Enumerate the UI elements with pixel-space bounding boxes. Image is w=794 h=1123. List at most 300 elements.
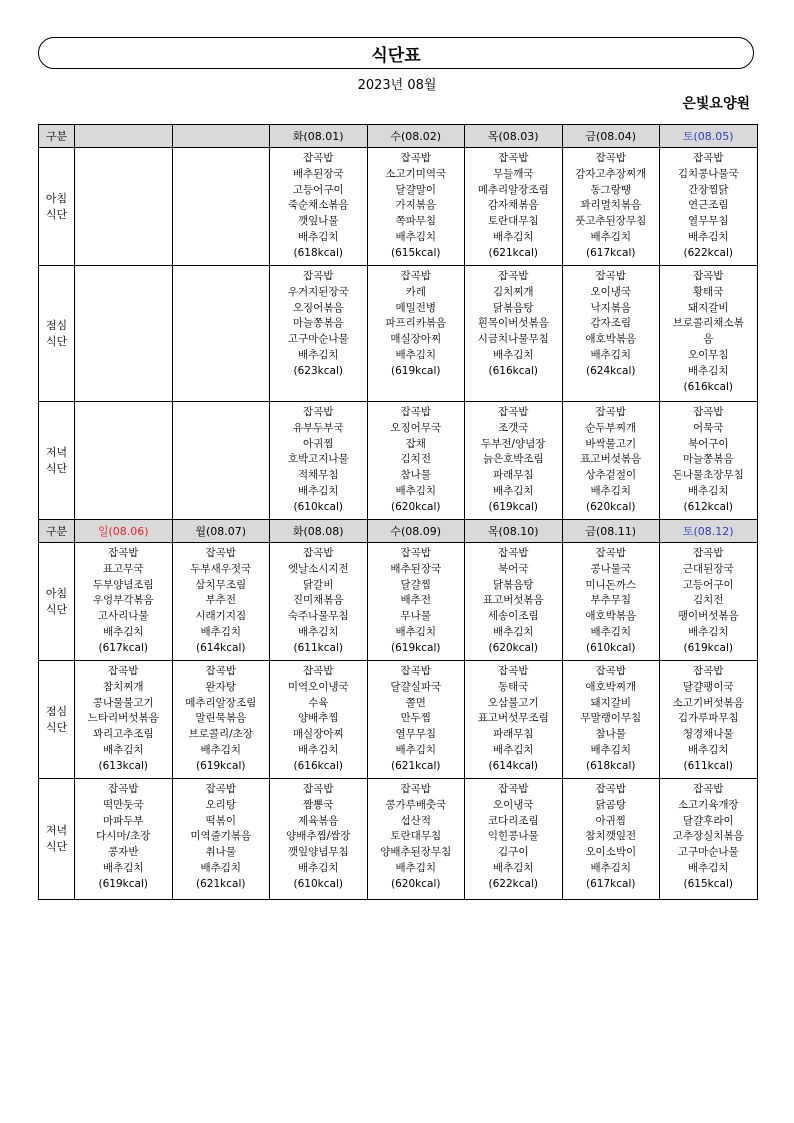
menu-item: 카레 — [405, 285, 426, 298]
menu-item: 파래무침 — [492, 728, 534, 741]
menu-cell — [660, 779, 758, 900]
menu-item: 무말랭이무침 — [580, 712, 642, 725]
menu-item: 잡곡밥 — [595, 152, 626, 164]
menu-item: (619kcal) — [391, 641, 441, 654]
menu-item: 소고기버섯볶음 — [672, 696, 744, 709]
menu-item: 오징어볶음 — [292, 301, 344, 314]
menu-item: (610kcal) — [586, 641, 636, 654]
menu-item: 매실장아찌 — [292, 728, 344, 741]
day-header — [367, 520, 465, 543]
menu-item: 배추김치 — [395, 230, 437, 243]
menu-cell — [660, 402, 758, 520]
menu-item: 애호박찌개 — [585, 680, 637, 693]
menu-item: 배추김치 — [687, 625, 729, 638]
menu-item: 간장찜닭 — [687, 183, 729, 196]
menu-item: 쫄면 — [405, 696, 426, 709]
day-date: 수(08.02) — [390, 130, 442, 143]
menu-item: 김가루파무침 — [677, 712, 739, 725]
menu-item: 감자조림 — [590, 317, 632, 330]
menu-item: 오삼불고기 — [487, 696, 539, 709]
meal-plan-table — [38, 124, 758, 900]
meal-label-dinner — [39, 779, 75, 900]
menu-item: 파래무침 — [492, 469, 534, 482]
menu-item: 닭볶음탕 — [492, 578, 534, 591]
menu-item: 오징어무국 — [390, 421, 442, 434]
menu-item: 다시마/초장 — [96, 830, 151, 843]
menu-item: 흰목이버섯볶음 — [477, 317, 549, 330]
menu-item: 김치전 — [693, 594, 724, 607]
menu-item: 풋고추된장무침 — [575, 215, 647, 228]
menu-item: (619kcal) — [391, 364, 441, 377]
menu-cell — [660, 543, 758, 661]
menu-item: 말린묵볶음 — [195, 712, 247, 725]
day-header — [562, 520, 660, 543]
meal-label-line: 식단 — [45, 461, 68, 475]
menu-item: 표고무국 — [102, 562, 144, 575]
menu-item: (615kcal) — [683, 877, 733, 890]
menu-cell — [75, 148, 173, 266]
menu-item: 잡곡밥 — [303, 783, 334, 795]
day-header — [660, 520, 758, 543]
menu-item: 잡곡밥 — [498, 152, 529, 164]
menu-item: 유부두부국 — [292, 421, 344, 434]
menu-item: 느타리버섯볶음 — [87, 712, 159, 725]
day-header — [172, 125, 270, 148]
menu-item: 고사리나물 — [97, 610, 149, 623]
menu-item: 잡곡밥 — [693, 547, 724, 559]
menu-cell — [270, 779, 368, 900]
menu-item: 배추김치 — [200, 625, 242, 638]
menu-item: 잡곡밥 — [595, 783, 626, 795]
meal-label-line: 점심 — [45, 704, 68, 718]
menu-cell — [465, 543, 563, 661]
menu-item: 잡곡밥 — [498, 783, 529, 795]
menu-item: 삼치무조림 — [195, 578, 247, 591]
menu-cell — [367, 402, 465, 520]
day-date: 화(08.08) — [292, 525, 344, 538]
menu-item: 북어국 — [498, 562, 529, 575]
menu-item: 소고기미역국 — [385, 167, 447, 180]
menu-item: 잡곡밥 — [400, 547, 431, 559]
menu-item: 감자채볶음 — [487, 199, 539, 212]
day-date: 금(08.11) — [585, 525, 637, 538]
menu-item: 메추리알장조림 — [477, 183, 549, 196]
meal-label-line: 식단 — [45, 840, 68, 853]
menu-item: 배추김치 — [200, 743, 242, 756]
menu-item: 돼지갈비 — [590, 696, 632, 709]
menu-item: 잡곡밥 — [205, 783, 236, 795]
menu-item: 오이냉국 — [590, 285, 632, 298]
menu-item: 배추김치 — [102, 625, 144, 638]
menu-item: 배추김치 — [492, 861, 534, 874]
menu-cell — [172, 661, 270, 779]
menu-cell — [367, 543, 465, 661]
menu-item: 닭볶음탕 — [492, 301, 534, 314]
menu-item: 양배추찜/쌈장 — [286, 830, 351, 843]
menu-cell — [270, 661, 368, 779]
menu-cell — [367, 148, 465, 266]
menu-item: 잡곡밥 — [205, 665, 236, 677]
menu-item: 잡곡밥 — [303, 152, 334, 164]
menu-item: 잡곡밥 — [595, 270, 626, 282]
menu-item: 배추김치 — [102, 861, 144, 874]
meal-row-breakfast — [39, 543, 758, 661]
menu-item: 엣날소시지전 — [287, 562, 349, 575]
menu-item: 미역줄기볶음 — [190, 830, 252, 843]
menu-item: (610kcal) — [293, 877, 343, 890]
menu-cell — [367, 661, 465, 779]
menu-cell — [465, 148, 563, 266]
menu-item: 취나물 — [205, 846, 236, 859]
menu-item: 세송이조림 — [487, 610, 539, 623]
menu-item: 메밀전병 — [395, 301, 437, 314]
menu-item: 소고기육개장 — [677, 798, 739, 811]
day-header — [562, 125, 660, 148]
menu-item: 잡곡밥 — [400, 270, 431, 282]
menu-item: 파프리카볶음 — [385, 317, 447, 330]
menu-cell — [172, 543, 270, 661]
menu-item: 양배추된장무침 — [380, 846, 452, 859]
menu-item: 코다리조림 — [487, 814, 539, 827]
menu-item: 잡곡밥 — [303, 270, 334, 282]
menu-item: 닭갈비 — [303, 578, 334, 591]
menu-item: 돼지갈비 — [687, 301, 729, 314]
day-date: 목(08.03) — [487, 130, 539, 143]
menu-item: 콩나물불고기 — [92, 696, 154, 709]
menu-item: 호박고지나물 — [287, 453, 349, 466]
menu-item: 잡채 — [405, 437, 426, 450]
menu-item: (610kcal) — [293, 500, 343, 513]
menu-item: 오이무침 — [687, 348, 729, 361]
menu-item: 연근조림 — [687, 199, 729, 212]
menu-item: 잡곡밥 — [693, 665, 724, 677]
menu-item: 애호박볶음 — [585, 333, 637, 346]
menu-item: 동그랑땡 — [590, 183, 632, 196]
menu-item: 토란대무침 — [487, 215, 539, 228]
menu-cell — [75, 402, 173, 520]
menu-item: (616kcal) — [683, 380, 733, 393]
menu-item: (617kcal) — [98, 641, 148, 654]
menu-item: 우거지된장국 — [287, 285, 349, 298]
menu-item: 죽순채소볶음 — [287, 199, 349, 212]
menu-item: 달걀말이 — [395, 183, 437, 196]
menu-item: 배추김치 — [297, 625, 339, 638]
menu-item: 애호박볶음 — [585, 610, 637, 623]
organization-name: 은빛요양원 — [682, 96, 750, 112]
menu-cell — [660, 266, 758, 402]
menu-item: 오리탕 — [205, 798, 236, 811]
menu-item: 표고버섯무조림 — [477, 712, 549, 725]
header-label: 구분 — [39, 125, 75, 148]
menu-item: 잡곡밥 — [693, 152, 724, 164]
menu-item: 배추김치 — [590, 484, 632, 497]
menu-item: 고등어구이 — [682, 578, 734, 591]
menu-item: (620kcal) — [586, 500, 636, 513]
menu-item: 숙주나물무침 — [287, 610, 349, 623]
menu-item: 달걀팽이국 — [682, 680, 734, 693]
menu-item: 배추김치 — [395, 484, 437, 497]
menu-item: 잡곡밥 — [595, 406, 626, 418]
menu-item: 잡곡밥 — [108, 547, 139, 559]
menu-item: 수육 — [308, 696, 329, 709]
menu-item: 닭곰탕 — [595, 798, 626, 811]
menu-item: 달걀실파국 — [390, 680, 442, 693]
menu-item: 마파두부 — [102, 814, 144, 827]
day-date: 토(08.05) — [682, 130, 734, 143]
menu-item: 감자고추장찌개 — [575, 167, 647, 180]
menu-item: 팽이버섯볶음 — [677, 610, 739, 623]
menu-item: 미역오이냉국 — [287, 680, 349, 693]
menu-item: 시래기지짐 — [195, 610, 247, 623]
menu-item: 늙은호박조림 — [482, 453, 544, 466]
menu-item: 매실장아찌 — [390, 333, 442, 346]
menu-item: 배추김치 — [395, 348, 437, 361]
menu-item: 김치전 — [400, 453, 431, 466]
menu-item: (619kcal) — [98, 877, 148, 890]
menu-item: 배추김치 — [687, 364, 729, 377]
meal-row-breakfast — [39, 148, 758, 266]
menu-item: 순두부찌개 — [585, 421, 637, 434]
menu-cell — [270, 402, 368, 520]
menu-item: (617kcal) — [586, 246, 636, 259]
day-header — [75, 520, 173, 543]
meal-label-line: 아침 — [45, 191, 68, 205]
menu-item: 콩나물국 — [590, 562, 632, 575]
menu-item: 짬뽕국 — [303, 798, 334, 811]
menu-item: (619kcal) — [683, 641, 733, 654]
menu-item: 배추김치 — [200, 861, 242, 874]
menu-item: 적채무침 — [297, 469, 339, 482]
day-date: 토(08.12) — [682, 525, 734, 538]
menu-item: 고구마순나물 — [677, 846, 739, 859]
meal-label-dinner — [39, 402, 75, 520]
menu-item: 열무무침 — [395, 728, 437, 741]
menu-item: (616kcal) — [293, 759, 343, 772]
day-header — [172, 520, 270, 543]
day-header — [367, 125, 465, 148]
menu-item: 김치찌개 — [492, 285, 534, 298]
menu-item: 표고버섯볶음 — [580, 453, 642, 466]
menu-item: 달걀후라이 — [682, 814, 734, 827]
menu-item: 완자탕 — [205, 680, 236, 693]
menu-item: 바싹불고기 — [585, 437, 637, 450]
menu-item: 배추김치 — [687, 743, 729, 756]
menu-item: 배추김치 — [687, 484, 729, 497]
menu-item: (621kcal) — [196, 877, 246, 890]
meal-label-line: 저녁 — [45, 445, 68, 459]
menu-item: 배추김치 — [492, 743, 534, 756]
menu-item: 동태국 — [498, 680, 529, 693]
page-title: 식단표 — [38, 37, 754, 69]
menu-item: 배추김치 — [590, 625, 632, 638]
menu-item: 조갯국 — [498, 421, 529, 434]
menu-item: 꽈리멸치볶음 — [580, 199, 642, 212]
menu-item: 콩가루배춧국 — [385, 798, 447, 811]
meal-row-lunch — [39, 661, 758, 779]
menu-item: 가지볶음 — [395, 199, 437, 212]
menu-item: 배추김치 — [492, 625, 534, 638]
menu-item: (620kcal) — [391, 500, 441, 513]
meal-row-dinner — [39, 402, 758, 520]
menu-cell — [270, 543, 368, 661]
menu-item: (613kcal) — [98, 759, 148, 772]
menu-item: 참치찌개 — [102, 680, 144, 693]
menu-item: (614kcal) — [196, 641, 246, 654]
menu-item: (620kcal) — [391, 877, 441, 890]
menu-item: 잡곡밥 — [400, 665, 431, 677]
menu-item: 잡곡밥 — [400, 783, 431, 795]
meal-row-dinner — [39, 779, 758, 900]
menu-item: 콩자반 — [108, 846, 139, 859]
menu-cell — [172, 148, 270, 266]
menu-item: 잡곡밥 — [693, 406, 724, 418]
menu-item: 잡곡밥 — [400, 406, 431, 418]
menu-item: 쪽파무침 — [395, 215, 437, 228]
menu-item: 배추김치 — [395, 743, 437, 756]
week-header-row — [39, 125, 758, 148]
menu-cell — [172, 266, 270, 402]
menu-item: 아귀찜 — [303, 437, 334, 450]
header-label: 구분 — [39, 520, 75, 543]
menu-item: 오이냉국 — [492, 798, 534, 811]
menu-item: 배추김치 — [492, 348, 534, 361]
menu-item: (618kcal) — [586, 759, 636, 772]
menu-item: 무들깨국 — [492, 167, 534, 180]
menu-item: (611kcal) — [293, 641, 343, 654]
menu-item: 잡곡밥 — [498, 547, 529, 559]
menu-item: 참나물 — [400, 469, 431, 482]
menu-item: 잡곡밥 — [303, 665, 334, 677]
menu-cell — [562, 266, 660, 402]
menu-item: 돈나물초장무침 — [672, 469, 744, 482]
menu-item: 두부양념조림 — [92, 578, 154, 591]
menu-item: 부추무침 — [590, 594, 632, 607]
menu-item: 배추김치 — [395, 625, 437, 638]
menu-item: 참나물 — [595, 728, 626, 741]
menu-item: 배추김치 — [590, 861, 632, 874]
menu-item: 배추된장국 — [292, 167, 344, 180]
menu-item: 어묵국 — [693, 421, 724, 434]
menu-item: 잡곡밥 — [595, 547, 626, 559]
menu-item: 제육볶음 — [297, 814, 339, 827]
menu-item: (612kcal) — [683, 500, 733, 513]
day-header — [75, 125, 173, 148]
menu-item: 잡곡밥 — [400, 152, 431, 164]
menu-item: 황태국 — [693, 285, 724, 298]
menu-item: 잡곡밥 — [693, 783, 724, 795]
menu-item: 마늘쫑볶음 — [682, 453, 734, 466]
menu-cell — [75, 266, 173, 402]
menu-item: 배추김치 — [297, 743, 339, 756]
menu-cell — [367, 266, 465, 402]
menu-item: (622kcal) — [683, 246, 733, 259]
menu-item: (624kcal) — [586, 364, 636, 377]
menu-cell — [562, 402, 660, 520]
menu-item: (623kcal) — [293, 364, 343, 377]
menu-item: 고구마순나물 — [287, 333, 349, 346]
menu-item: (622kcal) — [488, 877, 538, 890]
menu-item: 배추김치 — [492, 484, 534, 497]
meal-label-line: 식단 — [45, 207, 68, 221]
menu-item: 아귀찜 — [595, 814, 626, 827]
menu-item: 잡곡밥 — [693, 270, 724, 282]
day-header — [270, 125, 368, 148]
menu-item: 잡곡밥 — [108, 783, 139, 795]
day-date: 월(08.07) — [195, 525, 247, 538]
menu-item: 잡곡밥 — [498, 665, 529, 677]
menu-item: 우엉부각볶음 — [92, 594, 154, 607]
menu-item: (616kcal) — [488, 364, 538, 377]
menu-cell — [465, 266, 563, 402]
menu-item: 미니돈까스 — [585, 578, 637, 591]
day-date: 금(08.04) — [585, 130, 637, 143]
meal-label-lunch — [39, 661, 75, 779]
menu-item: 배추김치 — [590, 230, 632, 243]
menu-item: 잡곡밥 — [303, 406, 334, 418]
menu-item: 깻잎나물 — [297, 215, 339, 228]
day-date: 화(08.01) — [292, 130, 344, 143]
menu-item: 표고버섯볶음 — [482, 594, 544, 607]
menu-item: 만두찜 — [400, 712, 431, 725]
menu-item: 잡곡밥 — [498, 270, 529, 282]
day-date: 일(08.06) — [97, 525, 149, 538]
menu-item: 낙지볶음 — [590, 301, 632, 314]
menu-item: 배추김치 — [492, 230, 534, 243]
menu-item: 진미채볶음 — [292, 594, 344, 607]
week-header-row — [39, 520, 758, 543]
day-header — [465, 125, 563, 148]
menu-cell — [75, 779, 173, 900]
menu-item: 브로콜리채소볶 — [672, 317, 744, 330]
meal-label-line: 저녁 — [45, 824, 68, 837]
menu-item: 배추김치 — [590, 743, 632, 756]
menu-item: (618kcal) — [293, 246, 343, 259]
menu-cell — [660, 148, 758, 266]
meal-label-line: 아침 — [45, 586, 68, 600]
menu-item: 김구이 — [498, 846, 529, 859]
day-header — [270, 520, 368, 543]
menu-item: 배추김치 — [395, 861, 437, 874]
menu-item: (619kcal) — [196, 759, 246, 772]
meal-label-line: 식단 — [45, 334, 68, 348]
menu-item: 두부전/양념장 — [481, 437, 546, 450]
meal-label-breakfast — [39, 148, 75, 266]
menu-item: 김치콩나물국 — [677, 167, 739, 180]
day-date: 목(08.10) — [487, 525, 539, 538]
menu-item: 배추김치 — [297, 348, 339, 361]
menu-item: 메추리알장조림 — [185, 696, 257, 709]
menu-item: 열무무침 — [687, 215, 729, 228]
menu-item: 달걀찜 — [400, 578, 431, 591]
menu-item: 꽈리고추조림 — [92, 728, 154, 741]
meal-label-line: 식단 — [45, 602, 68, 616]
menu-item: 배추김치 — [687, 230, 729, 243]
menu-item: 섭산적 — [400, 814, 431, 827]
menu-item: 잡곡밥 — [595, 665, 626, 677]
meal-label-lunch — [39, 266, 75, 402]
menu-cell — [660, 661, 758, 779]
menu-item: 무나물 — [400, 610, 431, 623]
day-header — [465, 520, 563, 543]
menu-item: 음 — [703, 333, 714, 346]
day-date: 수(08.09) — [390, 525, 442, 538]
meal-row-lunch — [39, 266, 758, 402]
meal-label-line: 식단 — [45, 720, 68, 734]
menu-item: 배추김치 — [297, 861, 339, 874]
menu-cell — [562, 543, 660, 661]
menu-item: (615kcal) — [391, 246, 441, 259]
menu-cell — [465, 402, 563, 520]
